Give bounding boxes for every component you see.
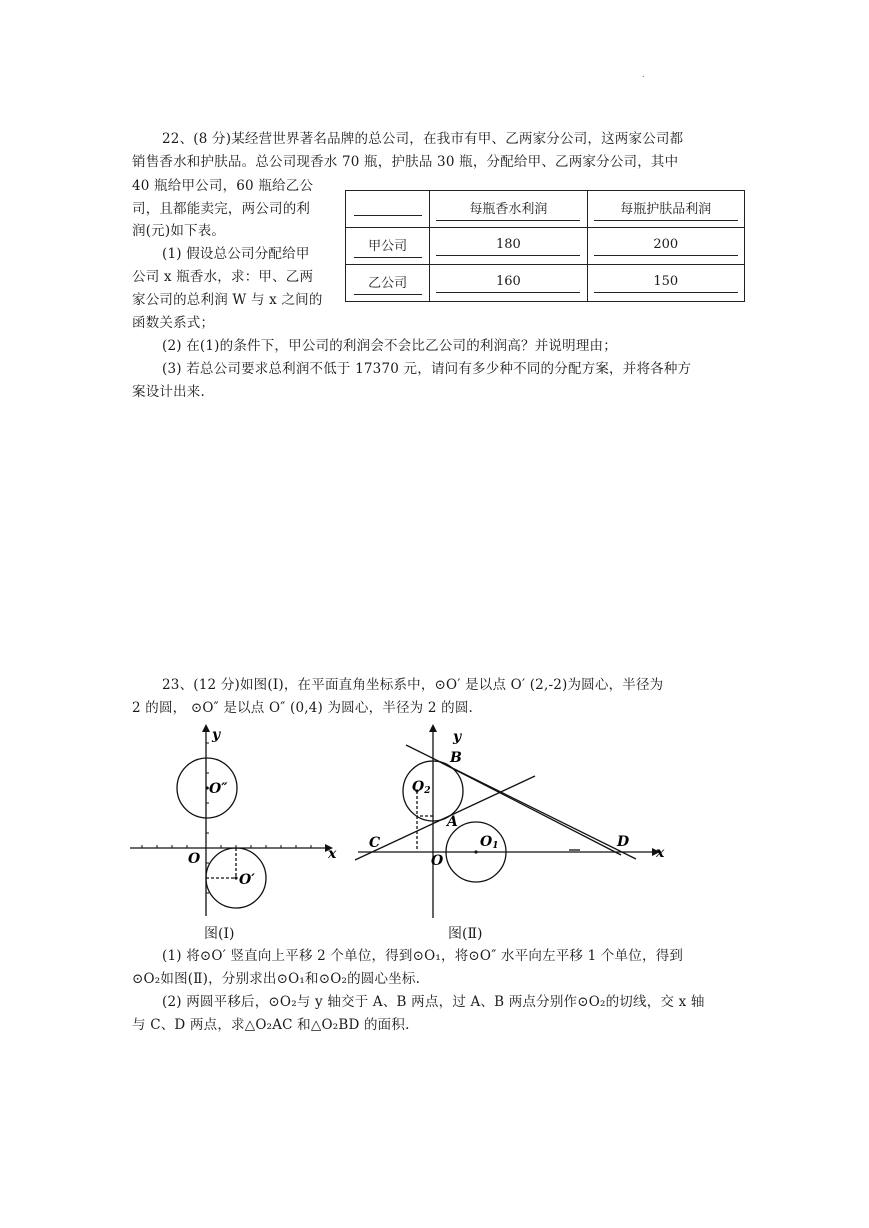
fig1-y-arrow-icon (202, 724, 210, 732)
fig2-caption: 图(Ⅱ) (448, 926, 483, 942)
header-dot: . (642, 70, 645, 79)
table-cell (587, 228, 744, 265)
q23-part1-line-1: (1) 将⊙O′ 竖直向上平移 2 个单位，得到⊙O₁，将⊙O″ 水平向左平移 1 个单位，得到 (162, 948, 684, 964)
q22-line-4: 司，且都能卖完，两公司的利 (132, 201, 311, 217)
fig1-origin-label: O (188, 851, 201, 867)
table-header-skincare: 每瓶护肤品利润 (594, 198, 738, 221)
fig2-y-label: y (453, 729, 462, 745)
fig2-point-a-label: A (447, 814, 458, 830)
table-cell (346, 265, 430, 302)
fig1-caption: 图(Ⅰ) (204, 926, 235, 942)
q22-line-2: 销售香水和护肤品。总公司现香水 70 瓶，护肤品 30 瓶，分配给甲、乙两家分公司，其中 (132, 154, 679, 170)
table-row (346, 265, 745, 302)
q22-part1-line-4: 函数关系式； (132, 315, 215, 331)
table-header-cell (346, 191, 430, 228)
q23-part2-line-1: (2) 两圆平移后，⊙O₂与 y 轴交于 A、B 两点，过 A、B 两点分别作⊙O₂的切线，交 x 轴 (162, 994, 705, 1010)
fig1-o-double-prime-label: O″ (209, 781, 228, 797)
fig1-center-o-prime (234, 876, 237, 879)
fig2-point-d-label: D (617, 834, 630, 850)
fig2-line-c-a (355, 776, 535, 860)
fig2-o2-label: O2 (412, 779, 431, 796)
fig2-origin-label: O (431, 853, 444, 869)
table-row (346, 228, 745, 265)
q22-part1-line-3: 家公司的总利润 W 与 x 之间的 (132, 292, 323, 308)
fig2-point-c-label: C (369, 835, 381, 851)
fig2-point-b-label: B (450, 750, 462, 766)
fig2-x-label: x (656, 845, 665, 861)
q22-line-1: 22、(8 分)某经营世界著名品牌的总公司，在我市有甲、乙两家分公司，这两家公司都 (162, 131, 684, 147)
fig2-o1-label: O1 (480, 834, 499, 851)
fig2-line-b-d (440, 762, 621, 855)
figure-2 (350, 722, 680, 922)
fig2-center-o1 (474, 850, 477, 853)
jia-perfume-profit: 180 (436, 237, 580, 256)
q22-part1-line-1: (1) 假设总公司分配给甲 (162, 246, 310, 262)
jia-skincare-profit: 200 (594, 237, 738, 256)
fig2-y-arrow-icon (429, 724, 437, 732)
row-label-jia: 甲公司 (354, 235, 422, 258)
fig1-o-prime-label: O′ (239, 872, 255, 888)
fig1-x-label: x (328, 846, 337, 862)
q23-line-2: 2 的圆， ⊙O″ 是以点 O″ (0,4) 为圆心，半径为 2 的圆. (132, 700, 474, 716)
figure-1 (125, 722, 345, 922)
yi-perfume-profit: 160 (436, 274, 580, 293)
table-cell (346, 228, 430, 265)
fig1-y-label: y (212, 727, 221, 743)
q22-line-5: 润(元)如下表。 (132, 223, 226, 239)
profit-table (345, 190, 745, 302)
table-header-row (346, 191, 745, 228)
q23-line-1: 23、(12 分)如图(Ⅰ)，在平面直角坐标系中，⊙O′ 是以点 O′ (2,-2)为圆心，半径为 (162, 677, 664, 693)
table-cell (587, 265, 744, 302)
table-header-cell (430, 191, 587, 228)
q22-line-3: 40 瓶给甲公司，60 瓶给乙公 (132, 178, 314, 194)
table-header-blank (354, 199, 422, 216)
q23-part1-line-2: ⊙O₂如图(Ⅱ)，分别求出⊙O₁和⊙O₂的圆心坐标. (132, 971, 421, 987)
q22-part1-line-2: 公司 x 瓶香水，求：甲、乙两 (132, 269, 314, 285)
table-cell (430, 228, 587, 265)
q22-part3-line-2: 案设计出来. (132, 384, 205, 400)
row-label-yi: 乙公司 (354, 272, 422, 295)
q22-part2: (2) 在(1)的条件下，甲公司的利润会不会比乙公司的利润高？并说明理由； (162, 338, 617, 354)
q23-part2-line-2: 与 C、D 两点，求△O₂AC 和△O₂BD 的面积. (132, 1017, 410, 1033)
q22-part3-line-1: (3) 若总公司要求总利润不低于 17370 元，请问有多少种不同的分配方案，并将各种方 (162, 361, 692, 377)
yi-skincare-profit: 150 (594, 274, 738, 293)
table-header-cell (587, 191, 744, 228)
table-header-perfume: 每瓶香水利润 (436, 198, 580, 221)
table-cell (430, 265, 587, 302)
